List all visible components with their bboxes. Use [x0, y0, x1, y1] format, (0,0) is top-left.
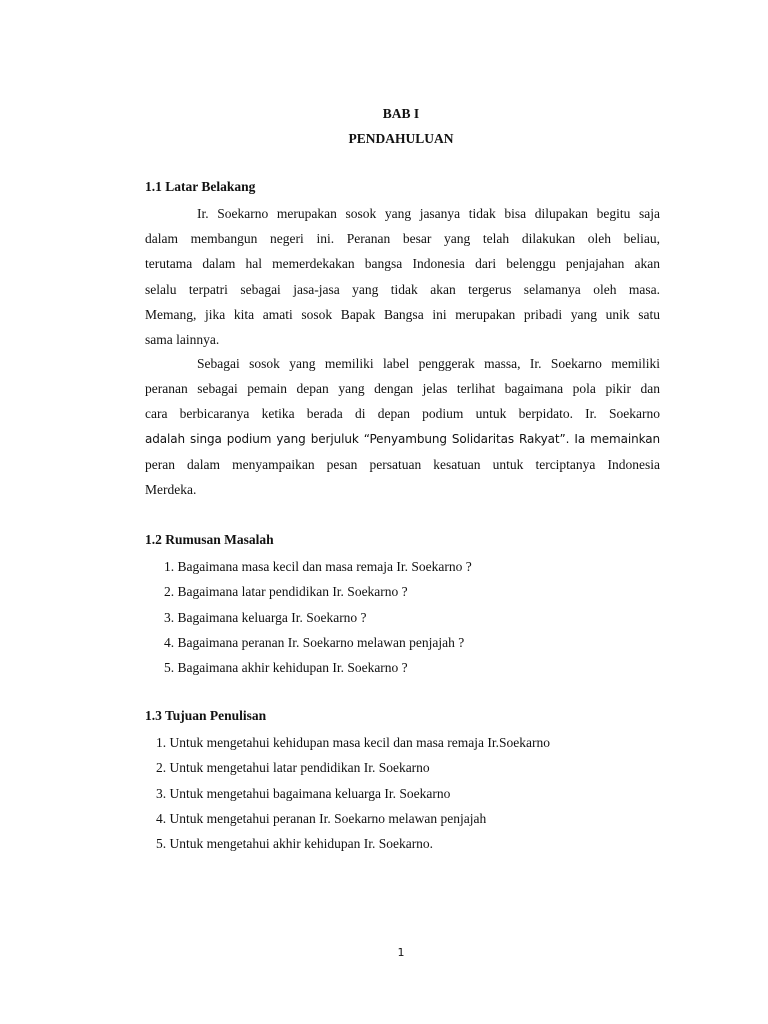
paragraph-line: Sebagai sosok yang memiliki label penggerak massa, Ir. Soekarno memiliki	[197, 356, 660, 371]
list-item: 1. Bagaimana masa kecil dan masa remaja Ir. Soekarno ?	[164, 559, 472, 574]
list-item: 2. Untuk mengetahui latar pendidikan Ir. Soekarno	[156, 760, 430, 776]
chapter-title: PENDAHULUAN	[348, 131, 454, 146]
section-heading-latar-belakang: 1.1 Latar Belakang	[145, 179, 256, 194]
list-item: 3. Untuk mengetahui bagaimana keluarga Ir. Soekarno	[156, 785, 451, 801]
paragraph-line: adalah singa podium yang berjuluk “Penyambung Solidaritas Rakyat”. Ia memainkan	[145, 431, 660, 446]
paragraph-line: Memang, jika kita amati sosok Bapak Bangsa ini merupakan pribadi yang unik satu	[145, 306, 660, 322]
paragraph-line: Merdeka.	[145, 482, 197, 498]
list-item: 3. Bagaimana keluarga Ir. Soekarno ?	[164, 609, 367, 625]
list-item: 4. Untuk mengetahui peranan Ir. Soekarno melawan penjajah	[156, 810, 487, 826]
paragraph-line: peran dalam menyampaikan pesan persatuan kesatuan untuk terciptanya Indonesia	[145, 456, 660, 472]
list-item: 2. Bagaimana latar pendidikan Ir. Soekarno ?	[164, 584, 408, 600]
list-item: 5. Untuk mengetahui akhir kehidupan Ir. Soekarno.	[156, 836, 434, 852]
page-number: 1	[397, 946, 405, 959]
chapter-number: BAB I	[382, 106, 420, 121]
rumusan-masalah-list	[164, 554, 472, 680]
paragraph-line: dalam membangun negeri ini. Peranan besar yang telah dilakukan oleh beliau,	[145, 231, 660, 247]
paragraph-latar-belakang-2	[145, 351, 660, 502]
paragraph-line: Ir. Soekarno merupakan sosok yang jasanya tidak bisa dilupakan begitu saja	[197, 206, 660, 221]
section-heading-tujuan-penulisan: 1.3 Tujuan Penulisan	[145, 708, 267, 723]
section-heading-rumusan-masalah: 1.2 Rumusan Masalah	[145, 532, 274, 547]
paragraph-line: selalu terpatri sebagai jasa-jasa yang tidak akan tergerus selamanya oleh masa.	[145, 281, 660, 297]
list-item: 5. Bagaimana akhir kehidupan Ir. Soekarno ?	[164, 660, 408, 676]
paragraph-latar-belakang-1	[145, 201, 660, 352]
paragraph-line: terutama dalam hal memerdekakan bangsa Indonesia dari belenggu penjajahan akan	[145, 256, 660, 272]
paragraph-line: cara berbicaranya ketika berada di depan podium untuk berpidato. Ir. Soekarno	[145, 406, 660, 422]
paragraph-line: sama lainnya.	[145, 332, 220, 348]
tujuan-penulisan-list	[156, 730, 550, 856]
paragraph-line: peranan sebagai pemain depan yang dengan jelas terlihat bagaimana pola pikir dan	[145, 381, 660, 397]
list-item: 1. Untuk mengetahui kehidupan masa kecil dan masa remaja Ir.Soekarno	[156, 735, 550, 750]
list-item: 4. Bagaimana peranan Ir. Soekarno melawan penjajah ?	[164, 634, 465, 650]
